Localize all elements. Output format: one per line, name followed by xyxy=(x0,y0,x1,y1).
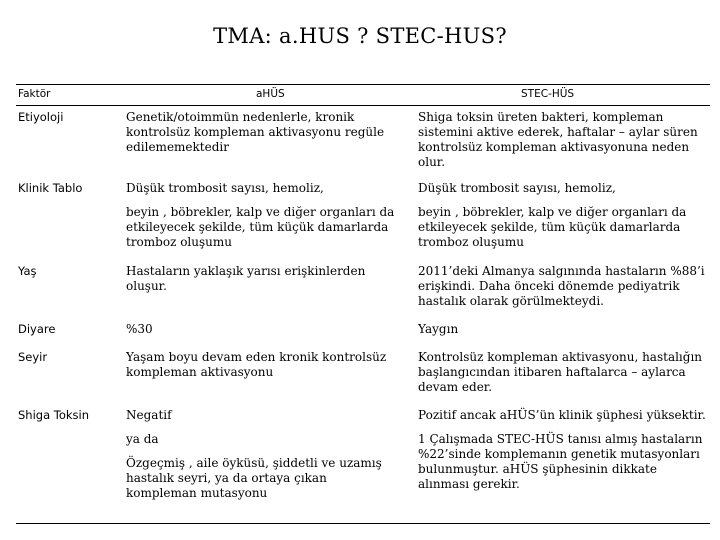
cell-paragraph: Düşük trombosit sayısı, hemoliz, xyxy=(418,181,616,195)
cell-paragraph: Yaşam boyu devam eden kronik kontrolsüz kompleman aktivasyonu xyxy=(126,350,387,379)
row-label: Klinik Tablo xyxy=(18,181,83,195)
cell-paragraph: 1 Çalışmada STEC-HÜS tanısı almış hastaların %22’sinde komplemanın genetik mutasyonları bulunmuştur. aHÜS şüphesinin dikkate alınması gerekir. xyxy=(418,432,703,491)
table-header xyxy=(16,84,710,106)
header-ahus: aHÜS xyxy=(256,88,285,100)
cell-paragraph: Pozitif ancak aHÜS’ün klinik şüphesi yüksektir. xyxy=(418,408,706,422)
cell-paragraph: ya da xyxy=(126,432,159,446)
row-label: Yaş xyxy=(18,264,37,278)
cell-paragraph: Düşük trombosit sayısı, hemoliz, xyxy=(126,181,324,195)
ahus-cell xyxy=(126,264,396,294)
cell-paragraph: Negatif xyxy=(126,408,172,422)
cell-paragraph: Yaygın xyxy=(418,322,459,336)
cell-paragraph: Shiga toksin üreten bakteri, kompleman sistemini aktive ederek, haftalar – aylar süren kontrolsüz kompleman aktivasyonuna neden olur. xyxy=(418,110,698,169)
stec-hus-cell xyxy=(418,181,708,250)
stec-hus-cell xyxy=(418,350,708,395)
stec-hus-cell xyxy=(418,264,708,309)
row-label: Etiyoloji xyxy=(18,110,64,124)
cell-paragraph: Hastaların yaklaşık yarısı erişkinlerden oluşur. xyxy=(126,264,366,293)
ahus-cell xyxy=(126,322,396,337)
cell-paragraph: 2011’deki Almanya salgınında hastaların %88’i erişkindi. Daha önceki dönemde pediyatrik hastalık olarak görülmekteydi. xyxy=(418,264,705,308)
cell-paragraph: Özgeçmiş , aile öyküsü, şiddetli ve uzamış hastalık seyri, ya da ortaya çıkan kompleman mutasyonu xyxy=(126,456,382,500)
row-label: Diyare xyxy=(18,322,56,336)
cell-paragraph: %30 xyxy=(126,322,153,336)
slide-title: TMA: a.HUS ? STEC-HUS? xyxy=(213,24,507,48)
row-label: Shiga Toksin xyxy=(18,408,90,422)
ahus-cell xyxy=(126,110,396,155)
comparison-table xyxy=(16,84,710,106)
stec-hus-cell xyxy=(418,322,708,337)
header-stec-hus: STEC-HÜS xyxy=(521,88,575,100)
stec-hus-cell xyxy=(418,408,708,492)
header-factor: Faktör xyxy=(18,88,51,100)
cell-paragraph: beyin , böbrekler, kalp ve diğer organları da etkileyecek şekilde, tüm küçük damarlarda tromboz oluşumu xyxy=(126,205,395,249)
ahus-cell xyxy=(126,181,396,250)
cell-paragraph: beyin , böbrekler, kalp ve diğer organları da etkileyecek şekilde, tüm küçük damarlarda tromboz oluşumu xyxy=(418,205,687,249)
row-label: Seyir xyxy=(18,350,48,364)
stec-hus-cell xyxy=(418,110,708,170)
cell-paragraph: Genetik/otoimmün nedenlerle, kronik kontrolsüz kompleman aktivasyonu regüle edilememektedir xyxy=(126,110,385,154)
ahus-cell xyxy=(126,408,396,501)
ahus-cell xyxy=(126,350,396,380)
cell-paragraph: Kontrolsüz kompleman aktivasyonu, hastalığın başlangıcından itibaren haftalarca – aylarca devam eder. xyxy=(418,350,703,394)
table-bottom-rule xyxy=(16,523,710,524)
